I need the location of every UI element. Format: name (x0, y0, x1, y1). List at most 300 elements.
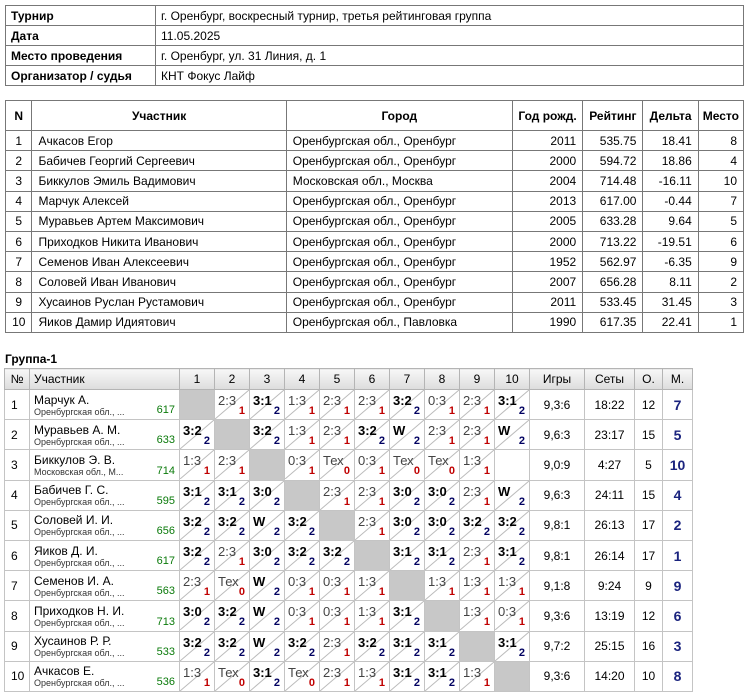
match-points: 1 (308, 435, 315, 448)
final-place: 10 (663, 450, 693, 480)
match-result-cell (355, 420, 390, 450)
participant-cell: 2011 (512, 131, 582, 151)
match-points: 1 (308, 586, 315, 599)
match-score: 3:1 (428, 634, 447, 650)
participant-cell: 9.64 (643, 211, 698, 231)
match-result-cell (250, 510, 285, 540)
match-points: 1 (518, 586, 525, 599)
match-result-cell (180, 450, 215, 480)
match-result (320, 601, 354, 630)
match-result (425, 571, 459, 600)
grid-row (5, 661, 693, 691)
match-score: 3:2 (463, 513, 482, 529)
match-score: 2:3 (183, 574, 202, 590)
match-score: 3:0 (183, 604, 202, 620)
grid-player-cell (30, 631, 180, 661)
match-score: 0:3 (288, 574, 307, 590)
match-points: 1 (483, 616, 490, 629)
match-result-cell (320, 601, 355, 631)
match-points: 2 (273, 646, 280, 659)
participant-cell: 617.35 (583, 312, 643, 332)
match-result (460, 541, 494, 570)
tournament-info-table (5, 5, 744, 86)
final-place: 8 (663, 661, 693, 691)
match-result (320, 541, 354, 570)
match-result (215, 450, 249, 479)
match-score: 1:3 (288, 393, 307, 409)
player-name: Муравьев А. М. (34, 422, 121, 437)
match-points: 2 (273, 435, 280, 448)
player-city: Оренбургская обл., ... (34, 648, 125, 659)
player-name: Яиков Д. И. (34, 543, 98, 558)
match-score: 1:3 (358, 574, 377, 590)
match-points: 2 (238, 525, 245, 538)
player-city: Оренбургская обл., ... (34, 617, 125, 628)
match-result (215, 601, 249, 630)
match-result-cell (320, 480, 355, 510)
match-points: 1 (308, 616, 315, 629)
match-score: 1:3 (183, 664, 202, 680)
player-name: Ачкасов Е. (34, 664, 95, 679)
match-points: 2 (308, 525, 315, 538)
info-value: г. Оренбург, ул. 31 Линия, д. 1 (156, 46, 744, 66)
participant-cell: 2007 (512, 272, 582, 292)
match-result (390, 662, 424, 691)
games-total: 9,8:1 (530, 540, 585, 570)
match-score: 3:1 (218, 483, 237, 499)
grid-row-number: 3 (5, 450, 30, 480)
match-result-cell (425, 510, 460, 540)
match-result (460, 481, 494, 510)
grid-row-number: 10 (5, 661, 30, 691)
match-result (495, 601, 529, 630)
participant-cell: Ачкасов Егор (32, 131, 286, 151)
match-points: 1 (343, 646, 350, 659)
games-total: 9,8:1 (530, 510, 585, 540)
grid-row (5, 420, 693, 450)
match-score: W (253, 634, 266, 650)
info-label: Организатор / судья (6, 66, 156, 86)
match-result (425, 450, 459, 479)
match-result (495, 541, 529, 570)
grid-player-cell (30, 420, 180, 450)
grid-diagonal-cell (355, 540, 390, 570)
match-result-cell (180, 661, 215, 691)
match-result-cell (180, 540, 215, 570)
match-points: 2 (483, 525, 490, 538)
match-result (320, 632, 354, 661)
match-result (180, 632, 214, 661)
grid-row-number: 8 (5, 601, 30, 631)
match-result-cell (460, 390, 495, 420)
grid-player-cell (30, 540, 180, 570)
match-score: 3:1 (253, 393, 272, 409)
participant-cell: 4 (6, 191, 32, 211)
match-result-cell (390, 510, 425, 540)
match-result-cell (180, 571, 215, 601)
player-city: Оренбургская обл., ... (34, 527, 125, 538)
match-result (355, 481, 389, 510)
match-score: 3:0 (253, 483, 272, 499)
match-result-cell (285, 510, 320, 540)
participant-cell: 1 (698, 312, 743, 332)
info-label: Дата (6, 26, 156, 46)
match-points: 0 (343, 465, 350, 478)
match-score: Тех (218, 664, 239, 680)
grid-header: Сеты (585, 369, 635, 390)
match-result (285, 450, 319, 479)
participant-cell: 2013 (512, 191, 582, 211)
match-result-cell (320, 390, 355, 420)
match-points: 1 (203, 676, 210, 689)
match-result (390, 390, 424, 419)
match-points: 1 (378, 405, 385, 418)
match-result-cell (285, 631, 320, 661)
participant-cell: Приходков Никита Иванович (32, 231, 286, 251)
match-points: 2 (343, 556, 350, 569)
participant-cell: 2011 (512, 292, 582, 312)
sets-total: 18:22 (585, 390, 635, 420)
player-rating: 714 (156, 464, 175, 477)
participant-cell: 1990 (512, 312, 582, 332)
match-result (285, 390, 319, 419)
participant-row (6, 211, 744, 231)
match-result-cell (285, 540, 320, 570)
match-result (390, 601, 424, 630)
match-result-cell (285, 450, 320, 480)
match-result-cell (215, 480, 250, 510)
grid-diagonal-cell (495, 661, 530, 691)
match-result-cell (390, 480, 425, 510)
player-name: Марчук А. (34, 392, 90, 407)
match-score: 2:3 (323, 483, 342, 499)
match-points: 1 (483, 586, 490, 599)
participant-cell: 8 (6, 272, 32, 292)
player-city: Оренбургская обл., ... (34, 436, 125, 447)
match-result (460, 511, 494, 540)
grid-row (5, 510, 693, 540)
grid-player-cell (30, 601, 180, 631)
match-points: 2 (378, 646, 385, 659)
participant-cell: 2 (6, 151, 32, 171)
match-result (180, 571, 214, 600)
player-name: Бабичев Г. С. (34, 483, 109, 498)
match-score: 2:3 (428, 423, 447, 439)
grid-row (5, 480, 693, 510)
match-points: 2 (413, 405, 420, 418)
player-name: Хусаинов Р. Р. (34, 634, 112, 649)
match-score: W (498, 483, 511, 499)
match-score: 1:3 (463, 453, 482, 469)
match-result-cell (390, 601, 425, 631)
match-score: 3:1 (393, 544, 412, 560)
match-score: 3:2 (183, 544, 202, 560)
final-place: 9 (663, 571, 693, 601)
match-score: 3:1 (393, 634, 412, 650)
match-result (250, 481, 284, 510)
match-result (460, 450, 494, 479)
match-score: 2:3 (218, 544, 237, 560)
match-points: 2 (448, 646, 455, 659)
match-score: 2:3 (323, 664, 342, 680)
match-points: 1 (238, 556, 245, 569)
participant-cell: 22.41 (643, 312, 698, 332)
match-score: 0:3 (498, 604, 517, 620)
match-result-cell (425, 631, 460, 661)
participant-cell: Оренбургская обл., Оренбург (286, 131, 512, 151)
match-result (215, 571, 249, 600)
match-score: 2:3 (463, 423, 482, 439)
player-rating: 713 (156, 615, 175, 628)
match-result-cell (460, 571, 495, 601)
match-score: 3:1 (393, 604, 412, 620)
grid-row-number: 4 (5, 480, 30, 510)
grid-row (5, 450, 693, 480)
participants-header: Место (698, 101, 743, 131)
match-points: 2 (413, 435, 420, 448)
match-result-cell (460, 540, 495, 570)
match-points: 0 (238, 586, 245, 599)
match-score: 0:3 (323, 604, 342, 620)
match-result-cell (425, 571, 460, 601)
sets-total: 26:13 (585, 510, 635, 540)
points-total: 12 (635, 601, 663, 631)
match-result-cell (425, 480, 460, 510)
match-points: 1 (448, 586, 455, 599)
participant-cell: 533.45 (583, 292, 643, 312)
match-result (460, 571, 494, 600)
match-score: 2:3 (218, 393, 237, 409)
match-points: 1 (483, 495, 490, 508)
info-label: Место проведения (6, 46, 156, 66)
participant-cell: Оренбургская обл., Оренбург (286, 191, 512, 211)
match-score: 3:0 (393, 513, 412, 529)
match-result-cell (215, 631, 250, 661)
match-points: 2 (203, 435, 210, 448)
match-result (460, 662, 494, 691)
grid-player-cell (30, 480, 180, 510)
participant-cell: 9 (698, 252, 743, 272)
match-result-cell (320, 540, 355, 570)
grid-row-number: 9 (5, 631, 30, 661)
participant-cell: Оренбургская обл., Оренбург (286, 292, 512, 312)
match-result-cell (215, 601, 250, 631)
grid-player-cell (30, 390, 180, 420)
participant-row (6, 272, 744, 292)
participants-header: Рейтинг (583, 101, 643, 131)
match-score: 3:2 (183, 423, 202, 439)
grid-row (5, 631, 693, 661)
match-score: W (253, 604, 266, 620)
participant-cell: -16.11 (643, 171, 698, 191)
match-points: 2 (308, 646, 315, 659)
participant-cell: 1952 (512, 252, 582, 272)
grid-header: М. (663, 369, 693, 390)
points-total: 15 (635, 480, 663, 510)
match-score: 3:2 (183, 634, 202, 650)
match-points: 0 (413, 465, 420, 478)
match-score: 3:1 (393, 664, 412, 680)
match-score: W (253, 574, 266, 590)
participant-row (6, 191, 744, 211)
points-total: 16 (635, 631, 663, 661)
match-result (355, 662, 389, 691)
participant-cell: Оренбургская обл., Оренбург (286, 211, 512, 231)
participant-cell: 7 (698, 191, 743, 211)
player-rating: 633 (156, 434, 175, 447)
match-score: 1:3 (428, 574, 447, 590)
match-points: 2 (518, 405, 525, 418)
participant-cell: Хусаинов Руслан Рустамович (32, 292, 286, 312)
participant-cell: 2 (698, 272, 743, 292)
match-result-cell (495, 540, 530, 570)
participant-cell: Оренбургская обл., Оренбург (286, 252, 512, 272)
match-score: 1:3 (358, 604, 377, 620)
match-score: 0:3 (428, 393, 447, 409)
match-result-cell (425, 390, 460, 420)
match-result (460, 601, 494, 630)
participant-cell: Яиков Дамир Идиятович (32, 312, 286, 332)
grid-row-number: 2 (5, 420, 30, 450)
match-result-cell (495, 420, 530, 450)
match-score: 3:1 (428, 544, 447, 560)
match-score: 2:3 (463, 544, 482, 560)
points-total: 12 (635, 390, 663, 420)
grid-header: 1 (180, 369, 215, 390)
sets-total: 14:20 (585, 661, 635, 691)
match-score: 2:3 (323, 393, 342, 409)
match-result (215, 390, 249, 419)
match-result-cell (460, 601, 495, 631)
match-result (285, 420, 319, 449)
match-points: 2 (413, 646, 420, 659)
info-value: КНТ Фокус Лайф (156, 66, 744, 86)
participant-cell: 633.28 (583, 211, 643, 231)
match-result (215, 481, 249, 510)
match-result (460, 420, 494, 449)
match-score: 2:3 (463, 483, 482, 499)
match-result-cell (285, 601, 320, 631)
match-result (320, 450, 354, 479)
grid-header: 5 (320, 369, 355, 390)
match-points: 1 (343, 616, 350, 629)
grid-header: 8 (425, 369, 460, 390)
match-result (180, 601, 214, 630)
participant-cell: 10 (698, 171, 743, 191)
match-points: 2 (413, 556, 420, 569)
match-score: 1:3 (463, 574, 482, 590)
match-result-cell (425, 420, 460, 450)
match-score: 3:1 (428, 664, 447, 680)
match-points: 2 (448, 525, 455, 538)
info-label: Турнир (6, 6, 156, 26)
match-result-cell (180, 510, 215, 540)
match-result-cell (215, 510, 250, 540)
player-rating: 656 (156, 524, 175, 537)
match-result (425, 662, 459, 691)
player-city: Оренбургская обл., ... (34, 497, 125, 508)
grid-player-cell (30, 510, 180, 540)
points-total: 15 (635, 420, 663, 450)
player-name: Семенов И. А. (34, 573, 114, 588)
points-total: 17 (635, 540, 663, 570)
participant-cell: 6 (6, 231, 32, 251)
participant-cell: Муравьев Артем Максимович (32, 211, 286, 231)
participant-cell: 9 (6, 292, 32, 312)
match-result (495, 481, 529, 510)
grid-row (5, 571, 693, 601)
match-score: 1:3 (463, 664, 482, 680)
match-points: 2 (518, 556, 525, 569)
info-row (6, 6, 744, 26)
match-result (180, 420, 214, 449)
participant-cell: Бабичев Георгий Сергеевич (32, 151, 286, 171)
match-result (250, 571, 284, 600)
match-result-cell (215, 450, 250, 480)
match-result (390, 632, 424, 661)
match-result (215, 511, 249, 540)
match-score: 3:0 (428, 483, 447, 499)
match-points: 2 (203, 495, 210, 508)
participants-header: Город (286, 101, 512, 131)
match-result-cell (250, 571, 285, 601)
participant-cell: 3 (6, 171, 32, 191)
info-value: г. Оренбург, воскресный турнир, третья рейтинговая группа (156, 6, 744, 26)
group-results-table (4, 368, 693, 692)
match-points: 1 (238, 405, 245, 418)
final-place: 4 (663, 480, 693, 510)
match-result-cell (355, 661, 390, 691)
match-score: 0:3 (288, 453, 307, 469)
match-result-cell (355, 390, 390, 420)
match-score: Тех (323, 453, 344, 469)
match-score: 3:2 (288, 634, 307, 650)
match-points: 2 (413, 525, 420, 538)
player-city: Оренбургская обл., ... (34, 587, 125, 598)
match-result (180, 481, 214, 510)
participants-header: Дельта (643, 101, 698, 131)
match-result (250, 662, 284, 691)
grid-header: 2 (215, 369, 250, 390)
participant-cell: 4 (698, 151, 743, 171)
match-result-cell (215, 661, 250, 691)
final-place: 3 (663, 631, 693, 661)
match-score: 2:3 (358, 393, 377, 409)
match-points: 2 (203, 616, 210, 629)
match-result (320, 662, 354, 691)
grid-diagonal-cell (460, 631, 495, 661)
participant-cell: Оренбургская обл., Оренбург (286, 231, 512, 251)
match-score: 3:1 (498, 544, 517, 560)
match-result-cell (425, 661, 460, 691)
match-result (390, 541, 424, 570)
match-result (460, 390, 494, 419)
match-result-cell (460, 420, 495, 450)
grid-player-cell (30, 450, 180, 480)
match-result-cell (355, 510, 390, 540)
match-result-cell (460, 661, 495, 691)
match-result-cell (250, 420, 285, 450)
match-result (390, 511, 424, 540)
participant-cell: 617.00 (583, 191, 643, 211)
match-result (285, 571, 319, 600)
match-result-cell (250, 631, 285, 661)
match-result (390, 481, 424, 510)
match-result (320, 571, 354, 600)
grid-diagonal-cell (285, 480, 320, 510)
player-rating: 533 (156, 645, 175, 658)
match-result-cell (460, 480, 495, 510)
